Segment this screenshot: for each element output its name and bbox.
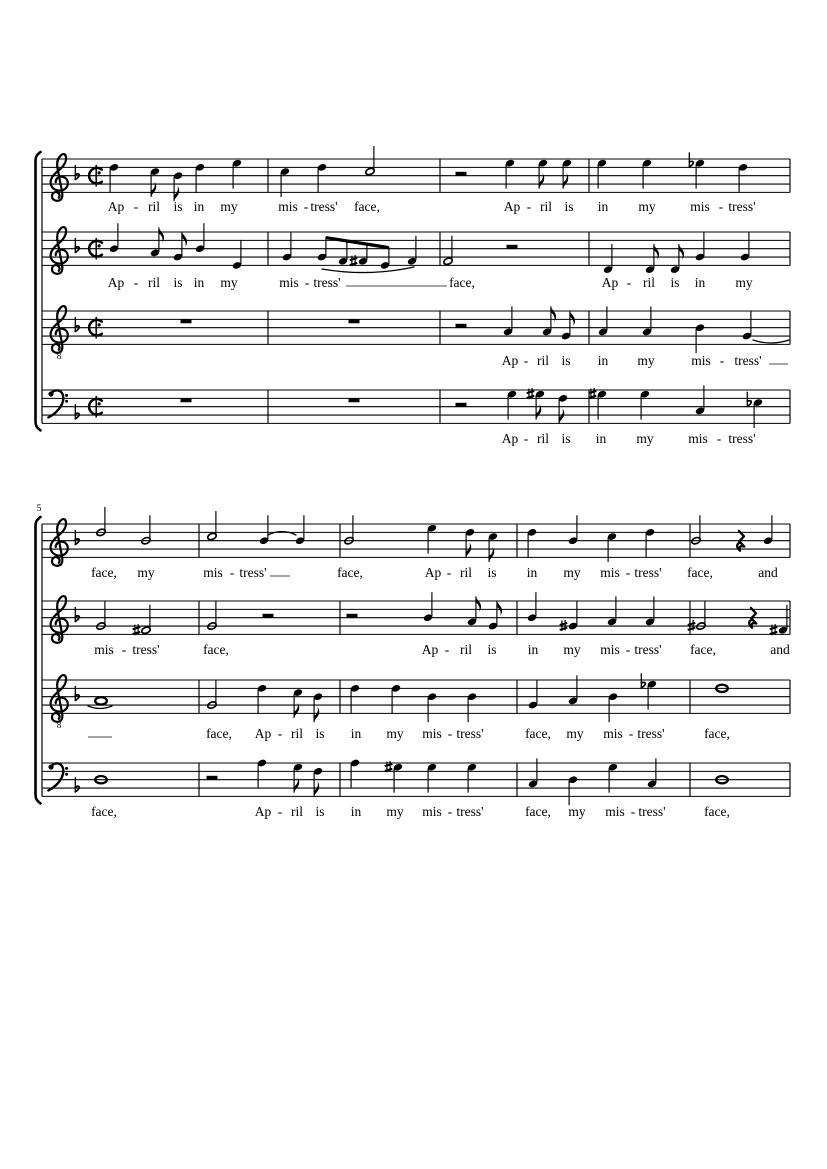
lyric-syllable: is bbox=[315, 726, 325, 741]
lyric-syllable: Ap bbox=[601, 275, 619, 290]
lyric-syllable: mis bbox=[422, 726, 442, 741]
measure-number: 5 bbox=[36, 504, 42, 514]
lyric-syllable: in bbox=[597, 353, 609, 368]
lyric-syllable: - bbox=[303, 199, 309, 214]
lyric-syllable: ril bbox=[537, 431, 549, 446]
sharp-icon bbox=[560, 623, 568, 625]
lyric-syllable: - bbox=[628, 726, 634, 741]
lyric-syllable: Ap bbox=[107, 275, 125, 290]
lyric-syllable: - bbox=[121, 642, 127, 657]
lyric-syllable: face, bbox=[704, 726, 730, 741]
lyric-syllable: - bbox=[523, 431, 529, 446]
lyric-syllable: is bbox=[561, 353, 571, 368]
tie-slur bbox=[322, 267, 414, 273]
sharp-icon bbox=[688, 628, 696, 630]
sharp-icon bbox=[527, 391, 535, 393]
lyric-syllable: mis bbox=[94, 642, 114, 657]
lyric-syllable: Ap bbox=[254, 804, 272, 819]
staff-soprano bbox=[42, 507, 790, 580]
lyric-syllable: ril bbox=[291, 804, 303, 819]
eighth-flag bbox=[559, 409, 564, 424]
whole-note-head bbox=[95, 697, 107, 704]
clef-octave-8: 8 bbox=[56, 720, 62, 730]
lyric-syllable: tress' bbox=[456, 804, 484, 819]
lyric-syllable: Ap bbox=[503, 199, 521, 214]
lyric-syllable: my bbox=[563, 565, 581, 580]
cut-time-icon bbox=[98, 171, 101, 174]
lyric-syllable: my bbox=[566, 726, 584, 741]
staff-bass bbox=[42, 385, 790, 446]
bass-clef-dot bbox=[65, 400, 68, 403]
lyric-syllable: face, bbox=[203, 642, 229, 657]
lyric-syllable: and bbox=[770, 642, 790, 657]
eighth-flag bbox=[314, 707, 319, 722]
whole-rest bbox=[181, 319, 192, 323]
half-rest bbox=[456, 172, 467, 176]
treble-clef-icon bbox=[51, 306, 68, 353]
lyric-syllable: tress' bbox=[456, 726, 484, 741]
lyric-syllable: - bbox=[304, 275, 310, 290]
lyric-syllable: in bbox=[193, 199, 205, 214]
half-rest bbox=[207, 776, 218, 780]
lyric-syllable: - bbox=[718, 199, 724, 214]
half-rest bbox=[347, 614, 358, 618]
sharp-icon bbox=[589, 391, 597, 393]
lyric-syllable: tress' bbox=[634, 565, 662, 580]
lyric-syllable: my bbox=[386, 726, 404, 741]
lyric-syllable: is bbox=[173, 275, 183, 290]
lyric-syllable: mis bbox=[203, 565, 223, 580]
lyric-syllable: is bbox=[561, 431, 571, 446]
lyrics-tenor bbox=[88, 726, 730, 741]
lyric-syllable: ril bbox=[537, 353, 549, 368]
bass-clef-dot bbox=[65, 767, 68, 770]
lyric-syllable: my bbox=[386, 804, 404, 819]
lyric-syllable: is bbox=[487, 565, 497, 580]
half-rest bbox=[456, 403, 467, 407]
lyric-syllable: - bbox=[133, 199, 139, 214]
lyric-syllable: ril bbox=[148, 199, 160, 214]
lyric-syllable: - bbox=[277, 804, 283, 819]
lyric-syllable: - bbox=[446, 565, 452, 580]
eighth-flag bbox=[570, 311, 575, 326]
beam bbox=[326, 236, 389, 249]
lyric-syllable: tress' bbox=[132, 642, 160, 657]
sharp-icon bbox=[350, 263, 358, 265]
lyric-syllable: ril bbox=[148, 275, 160, 290]
lyric-syllable: face, bbox=[206, 726, 232, 741]
lyric-syllable: my bbox=[220, 275, 238, 290]
tie-slur bbox=[88, 706, 112, 709]
lyric-syllable: my bbox=[637, 353, 655, 368]
cut-time-icon bbox=[98, 402, 101, 405]
lyric-syllable: my bbox=[220, 199, 238, 214]
eighth-flag bbox=[497, 601, 502, 616]
lyric-syllable: in bbox=[526, 565, 538, 580]
lyric-syllable: mis bbox=[279, 275, 299, 290]
lyric-syllable: in bbox=[694, 275, 706, 290]
lyric-syllable: in bbox=[350, 804, 362, 819]
sharp-icon bbox=[527, 396, 535, 398]
lyric-syllable: - bbox=[133, 275, 139, 290]
sharp-icon bbox=[589, 396, 597, 398]
lyric-syllable: in bbox=[527, 642, 539, 657]
lyric-syllable: Ap bbox=[501, 353, 519, 368]
lyric-syllable: in bbox=[597, 199, 609, 214]
lyric-syllable: face, bbox=[687, 565, 713, 580]
lyrics-tenor bbox=[502, 353, 788, 368]
lyric-syllable: mis bbox=[688, 431, 708, 446]
clef-octave-8: 8 bbox=[56, 351, 62, 361]
lyric-syllable: - bbox=[716, 431, 722, 446]
lyrics-soprano bbox=[91, 565, 778, 580]
staff-tenor bbox=[42, 306, 790, 368]
sharp-icon bbox=[385, 764, 393, 766]
lyric-syllable: in bbox=[595, 431, 607, 446]
lyric-syllable: tress' bbox=[239, 565, 267, 580]
lyric-syllable: face, bbox=[704, 804, 730, 819]
lyric-syllable: in bbox=[350, 726, 362, 741]
lyric-syllable: is bbox=[315, 804, 325, 819]
staff-alto bbox=[42, 223, 790, 290]
lyric-syllable: face, bbox=[337, 565, 363, 580]
cut-time-icon bbox=[98, 323, 101, 326]
treble-clef-icon bbox=[51, 675, 68, 722]
eighth-flag bbox=[314, 782, 319, 797]
system-bracket bbox=[36, 152, 41, 430]
lyric-syllable: is bbox=[487, 642, 497, 657]
system-bracket bbox=[36, 517, 41, 803]
lyric-syllable: - bbox=[229, 565, 235, 580]
lyric-syllable: face, bbox=[525, 726, 551, 741]
lyric-syllable: ril bbox=[460, 565, 472, 580]
bass-clef-icon bbox=[48, 390, 63, 417]
cut-time-icon bbox=[98, 244, 101, 247]
lyric-syllable: Ap bbox=[424, 565, 442, 580]
whole-rest bbox=[349, 398, 360, 402]
lyric-syllable: face, bbox=[354, 199, 380, 214]
tie-slur bbox=[753, 340, 789, 343]
bass-clef-dot bbox=[65, 394, 68, 397]
lyric-syllable: mis bbox=[690, 199, 710, 214]
lyric-syllable: face, bbox=[449, 275, 475, 290]
lyric-syllable: mis bbox=[600, 565, 620, 580]
lyric-syllable: is bbox=[670, 275, 680, 290]
lyric-syllable: - bbox=[447, 804, 453, 819]
sharp-icon bbox=[770, 632, 778, 634]
lyric-syllable: my bbox=[563, 642, 581, 657]
lyric-syllable: tress' bbox=[728, 199, 756, 214]
lyric-syllable: - bbox=[277, 726, 283, 741]
lyric-syllable: mis bbox=[605, 804, 625, 819]
eighth-flag bbox=[466, 543, 471, 558]
lyric-syllable: tress' bbox=[637, 726, 665, 741]
lyric-syllable: - bbox=[626, 275, 632, 290]
lyric-syllable: mis bbox=[600, 642, 620, 657]
staff-bass bbox=[42, 758, 790, 819]
lyric-syllable: Ap bbox=[107, 199, 125, 214]
lyric-syllable: ril bbox=[291, 726, 303, 741]
lyric-syllable: is bbox=[173, 199, 183, 214]
lyric-syllable: mis bbox=[278, 199, 298, 214]
system-2 bbox=[36, 504, 791, 819]
treble-clef-icon bbox=[51, 519, 68, 566]
bass-clef-dot bbox=[65, 773, 68, 776]
treble-clef-icon bbox=[51, 154, 68, 201]
lyrics-soprano bbox=[108, 199, 756, 214]
whole-rest bbox=[181, 398, 192, 402]
lyric-syllable: mis bbox=[422, 804, 442, 819]
whole-rest bbox=[349, 319, 360, 323]
lyric-syllable: face, bbox=[690, 642, 716, 657]
lyric-syllable: and bbox=[758, 565, 778, 580]
lyric-syllable: Ap bbox=[254, 726, 272, 741]
lyric-syllable: ril bbox=[460, 642, 472, 657]
sharp-icon bbox=[770, 627, 778, 629]
half-rest bbox=[456, 324, 467, 328]
system-1 bbox=[36, 146, 791, 446]
sharp-icon bbox=[133, 632, 141, 634]
lyric-syllable: ril bbox=[540, 199, 552, 214]
lyric-syllable: - bbox=[719, 353, 725, 368]
lyric-syllable: Ap bbox=[501, 431, 519, 446]
lyric-syllable: mis bbox=[691, 353, 711, 368]
sharp-icon bbox=[133, 627, 141, 629]
lyric-syllable: tress' bbox=[638, 804, 666, 819]
sharp-icon bbox=[350, 258, 358, 260]
half-rest bbox=[263, 614, 274, 618]
lyric-syllable: - bbox=[630, 804, 636, 819]
lyric-syllable: - bbox=[523, 353, 529, 368]
lyric-syllable: my bbox=[735, 275, 753, 290]
staff-alto bbox=[42, 592, 790, 657]
lyric-syllable: in bbox=[193, 275, 205, 290]
lyric-syllable: tress' bbox=[728, 431, 756, 446]
lyric-syllable: - bbox=[444, 642, 450, 657]
staff-soprano bbox=[42, 146, 790, 214]
lyric-syllable: mis bbox=[603, 726, 623, 741]
lyrics-alto bbox=[94, 642, 790, 657]
lyrics-bass bbox=[91, 804, 730, 819]
lyric-syllable: tress' bbox=[734, 353, 762, 368]
lyric-syllable: face, bbox=[525, 804, 551, 819]
lyric-syllable: - bbox=[526, 199, 532, 214]
lyric-syllable: face, bbox=[91, 804, 117, 819]
lyrics-bass bbox=[502, 431, 756, 446]
lyric-syllable: - bbox=[625, 565, 631, 580]
lyric-syllable: tress' bbox=[313, 275, 341, 290]
lyric-syllable: - bbox=[625, 642, 631, 657]
treble-clef-icon bbox=[51, 596, 68, 643]
bass-clef-icon bbox=[48, 763, 63, 790]
lyric-syllable: tress' bbox=[310, 199, 338, 214]
lyric-syllable: Ap bbox=[421, 642, 439, 657]
lyric-syllable: ril bbox=[643, 275, 655, 290]
lyric-syllable: is bbox=[564, 199, 574, 214]
lyric-syllable: my bbox=[137, 565, 155, 580]
lyric-syllable: tress' bbox=[634, 642, 662, 657]
lyric-syllable: my bbox=[568, 804, 586, 819]
half-rest bbox=[507, 245, 518, 249]
staff-tenor bbox=[42, 673, 790, 741]
eighth-flag bbox=[182, 232, 187, 247]
sharp-icon bbox=[560, 628, 568, 630]
sharp-icon bbox=[385, 769, 393, 771]
treble-clef-icon bbox=[51, 227, 68, 274]
sharp-icon bbox=[688, 623, 696, 625]
lyric-syllable: my bbox=[636, 431, 654, 446]
lyric-syllable: face, bbox=[91, 565, 117, 580]
lyric-syllable: my bbox=[638, 199, 656, 214]
lyrics-alto bbox=[108, 275, 753, 290]
lyric-syllable: - bbox=[447, 726, 453, 741]
